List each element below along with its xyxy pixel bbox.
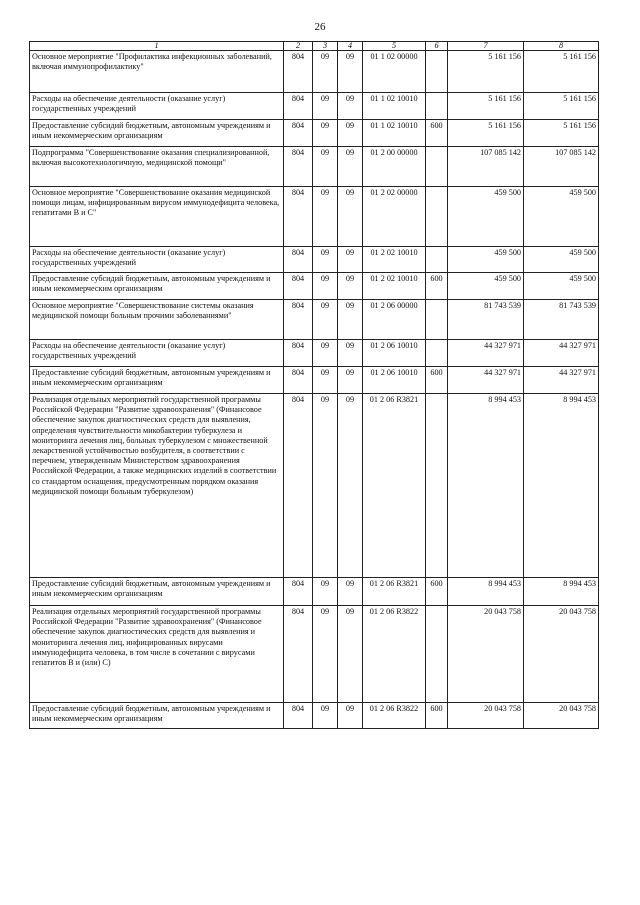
cell-code: 09 — [338, 367, 363, 394]
cell-code: 01 1 02 00000 — [363, 51, 426, 93]
cell-code: 01 2 06 10010 — [363, 340, 426, 367]
header-cell: 5 — [363, 42, 426, 51]
cell-code: 09 — [338, 394, 363, 578]
row-name: Предоставление субсидий бюджетным, автономным учреждениям и иным некоммерческим организациям — [30, 120, 284, 147]
table-row — [30, 340, 599, 367]
table-row — [30, 578, 599, 606]
cell-code: 01 1 02 10010 — [363, 120, 426, 147]
cell-code: 804 — [284, 273, 313, 300]
cell-amount: 81 743 539 — [448, 300, 524, 340]
cell-code: 09 — [313, 247, 338, 273]
cell-code: 09 — [338, 703, 363, 729]
row-name: Реализация отдельных мероприятий государственной программы Российской Федерации "Развитие здравоохранения" (Финансовое обеспечение закупок диагностических средств для выявления, определения чувствительности микобактерии туберкулеза и мониторинга лечения лиц, больных туберкулезом с множественной лекарственной устойчивостью возбудителя, в соответствии с перечнем, утвержденным Министерством здравоохранения Российской Федерации, а также медицинских изделий в соответствии со стандартом оснащения, предусмотренным порядком оказания медицинской помощи больным туберкулезом) — [30, 394, 284, 578]
cell-code: 09 — [313, 147, 338, 187]
cell-code: 09 — [313, 300, 338, 340]
row-name: Расходы на обеспечение деятельности (оказание услуг) государственных учреждений — [30, 340, 284, 367]
row-name: Подпрограмма "Совершенствование оказания специализированной, включая высокотехнологичную, медицинской помощи" — [30, 147, 284, 187]
row-name: Предоставление субсидий бюджетным, автономным учреждениям и иным некоммерческим организациям — [30, 703, 284, 729]
cell-amount: 8 994 453 — [448, 394, 524, 578]
cell-code: 804 — [284, 606, 313, 703]
table-row — [30, 703, 599, 729]
cell-amount: 459 500 — [448, 187, 524, 247]
cell-amount: 81 743 539 — [524, 300, 599, 340]
cell-amount: 107 085 142 — [524, 147, 599, 187]
cell-code: 804 — [284, 394, 313, 578]
row-name: Предоставление субсидий бюджетным, автономным учреждениям и иным некоммерческим организациям — [30, 273, 284, 300]
table-row — [30, 187, 599, 247]
cell-amount: 20 043 758 — [524, 703, 599, 729]
cell-code: 01 2 06 00000 — [363, 300, 426, 340]
table-row — [30, 300, 599, 340]
header-row — [30, 42, 599, 51]
cell-amount: 44 327 971 — [524, 367, 599, 394]
header-cell: 2 — [284, 42, 313, 51]
header-cell: 8 — [524, 42, 599, 51]
cell-amount: 5 161 156 — [524, 93, 599, 120]
cell-code: 01 2 06 R3821 — [363, 394, 426, 578]
cell-amount: 107 085 142 — [448, 147, 524, 187]
cell-code: 09 — [313, 273, 338, 300]
cell-code: 09 — [338, 120, 363, 147]
cell-code — [426, 187, 448, 247]
row-name: Расходы на обеспечение деятельности (оказание услуг) государственных учреждений — [30, 93, 284, 120]
cell-amount: 5 161 156 — [448, 51, 524, 93]
cell-code: 09 — [313, 367, 338, 394]
cell-code: 09 — [338, 273, 363, 300]
cell-code: 01 2 02 00000 — [363, 187, 426, 247]
cell-code: 600 — [426, 578, 448, 606]
cell-amount: 20 043 758 — [524, 606, 599, 703]
cell-amount: 44 327 971 — [524, 340, 599, 367]
cell-code: 600 — [426, 273, 448, 300]
cell-code: 09 — [338, 147, 363, 187]
cell-code: 804 — [284, 367, 313, 394]
cell-amount: 459 500 — [524, 247, 599, 273]
cell-code — [426, 340, 448, 367]
table-row — [30, 367, 599, 394]
cell-code: 09 — [313, 51, 338, 93]
cell-code — [426, 51, 448, 93]
cell-code: 804 — [284, 300, 313, 340]
cell-code: 09 — [313, 578, 338, 606]
cell-code: 804 — [284, 51, 313, 93]
cell-code: 600 — [426, 367, 448, 394]
table-row — [30, 247, 599, 273]
cell-amount: 459 500 — [448, 247, 524, 273]
cell-code: 804 — [284, 187, 313, 247]
table-row — [30, 120, 599, 147]
cell-code: 01 2 06 10010 — [363, 367, 426, 394]
cell-amount: 44 327 971 — [448, 367, 524, 394]
cell-code: 804 — [284, 93, 313, 120]
cell-code: 09 — [338, 340, 363, 367]
cell-code: 804 — [284, 120, 313, 147]
cell-amount: 459 500 — [524, 273, 599, 300]
cell-code: 01 2 00 00000 — [363, 147, 426, 187]
row-name: Предоставление субсидий бюджетным, автономным учреждениям и иным некоммерческим организациям — [30, 578, 284, 606]
header-cell: 7 — [448, 42, 524, 51]
table-row — [30, 147, 599, 187]
table-row — [30, 394, 599, 578]
cell-code: 600 — [426, 703, 448, 729]
header-cell: 3 — [313, 42, 338, 51]
cell-code: 01 2 02 10010 — [363, 273, 426, 300]
cell-amount: 459 500 — [448, 273, 524, 300]
cell-code: 804 — [284, 703, 313, 729]
cell-code: 01 2 06 R3822 — [363, 703, 426, 729]
cell-code: 804 — [284, 247, 313, 273]
cell-code: 09 — [313, 703, 338, 729]
cell-amount: 8 994 453 — [448, 578, 524, 606]
cell-code: 01 2 06 R3821 — [363, 578, 426, 606]
cell-amount: 20 043 758 — [448, 606, 524, 703]
cell-amount: 459 500 — [524, 187, 599, 247]
cell-amount: 8 994 453 — [524, 578, 599, 606]
cell-amount: 44 327 971 — [448, 340, 524, 367]
row-name: Расходы на обеспечение деятельности (оказание услуг) государственных учреждений — [30, 247, 284, 273]
cell-amount: 5 161 156 — [524, 120, 599, 147]
cell-code: 01 2 02 10010 — [363, 247, 426, 273]
cell-code: 09 — [313, 187, 338, 247]
row-name: Основное мероприятие "Профилактика инфекционных заболеваний, включая иммунопрофилактику" — [30, 51, 284, 93]
table-row — [30, 51, 599, 93]
cell-code — [426, 394, 448, 578]
cell-code: 09 — [313, 93, 338, 120]
cell-code — [426, 147, 448, 187]
cell-code: 09 — [338, 93, 363, 120]
cell-amount: 5 161 156 — [524, 51, 599, 93]
row-name: Основное мероприятие "Совершенствование оказания медицинской помощи лицам, инфицированным вирусом иммунодефицита человека, гепатитами В и С" — [30, 187, 284, 247]
row-name: Реализация отдельных мероприятий государственной программы Российской Федерации "Развитие здравоохранения" (Финансовое обеспечение закупок диагностических средств для выявления и мониторинга лечения лиц, инфицированных вирусами иммунодефицита человека, в том числе в сочетании с вирусами гепатитов В и (или) С) — [30, 606, 284, 703]
cell-code: 09 — [338, 51, 363, 93]
cell-code: 09 — [338, 606, 363, 703]
cell-code: 09 — [338, 578, 363, 606]
cell-code — [426, 247, 448, 273]
header-cell: 6 — [426, 42, 448, 51]
row-name: Предоставление субсидий бюджетным, автономным учреждениям и иным некоммерческим организациям — [30, 367, 284, 394]
cell-code: 01 2 06 R3822 — [363, 606, 426, 703]
cell-code: 09 — [338, 187, 363, 247]
cell-code: 600 — [426, 120, 448, 147]
page-number: 26 — [314, 21, 326, 33]
budget-table — [29, 41, 599, 729]
cell-amount: 20 043 758 — [448, 703, 524, 729]
cell-code: 804 — [284, 147, 313, 187]
cell-code: 09 — [313, 394, 338, 578]
cell-amount: 5 161 156 — [448, 93, 524, 120]
cell-code: 01 1 02 10010 — [363, 93, 426, 120]
table-row — [30, 606, 599, 703]
table-row — [30, 273, 599, 300]
cell-code: 09 — [338, 247, 363, 273]
cell-code — [426, 606, 448, 703]
cell-code: 09 — [313, 120, 338, 147]
header-cell: 4 — [338, 42, 363, 51]
header-cell: 1 — [30, 42, 284, 51]
row-name: Основное мероприятие "Совершенствование системы оказания медицинской помощи больным прочими заболеваниями" — [30, 300, 284, 340]
table-row — [30, 93, 599, 120]
cell-code: 804 — [284, 340, 313, 367]
cell-code: 804 — [284, 578, 313, 606]
cell-code: 09 — [313, 606, 338, 703]
cell-amount: 5 161 156 — [448, 120, 524, 147]
cell-code: 09 — [338, 300, 363, 340]
cell-amount: 8 994 453 — [524, 394, 599, 578]
cell-code — [426, 93, 448, 120]
cell-code — [426, 300, 448, 340]
cell-code: 09 — [313, 340, 338, 367]
